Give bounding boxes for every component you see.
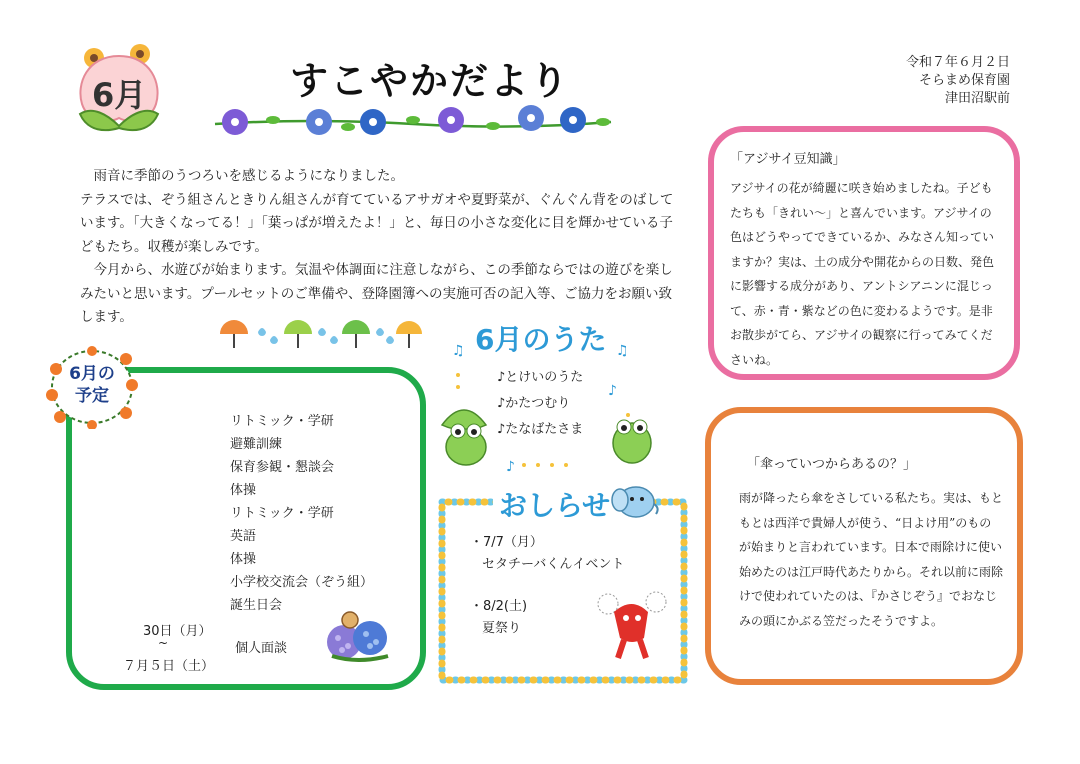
song-item: ♪たなばたさま xyxy=(497,422,584,437)
svg-text:♫: ♫ xyxy=(452,343,465,359)
umbrella-raindrop-row-icon xyxy=(218,318,423,356)
intro-paragraph-3: 今月から、水遊びが始まります。気温や体調面に注意しながら、この季節ならではの遊びを楽しみたいと思います。プールセットのご準備や、登降園簿への実施可否の記入等、ご協力をお願い致します。 xyxy=(80,262,673,325)
schedule-event: 体操 xyxy=(230,483,257,498)
school-name: そらまめ保育園 xyxy=(918,73,1010,88)
kasa-box xyxy=(705,407,1023,685)
ajisai-box xyxy=(708,126,1020,380)
schedule-event: 英語 xyxy=(230,529,257,544)
intro-text xyxy=(80,165,680,330)
frog-pair-icon xyxy=(440,395,660,479)
schedule-range-sep: ~ xyxy=(158,636,169,650)
elephant-mascot-icon xyxy=(610,482,660,524)
ajisai-title: 「アジサイ豆知識」 xyxy=(730,152,846,167)
notice-item-1-text: セタチーバくんイベント xyxy=(482,557,625,572)
song-item: ♪とけいのうた xyxy=(497,370,584,385)
kasa-title: 「傘っていつからあるの？」 xyxy=(747,457,917,472)
schedule-event: 小学校交流会（ぞう組） xyxy=(230,575,374,590)
notice-item-1-date: ・7/7（月） xyxy=(470,535,543,550)
notice-item-2-text: 夏祭り xyxy=(482,621,522,636)
schedule-event: 体操 xyxy=(230,552,257,567)
schedule-event: 保育参観・懇談会 xyxy=(230,460,335,475)
month-badge xyxy=(72,44,167,136)
intro-paragraph-2: テラスでは、ぞう組さんときりん組さんが育てているアサガオや夏野菜が、ぐんぐん背をのばしています。「大きくなってる！」「葉っぱが増えたよ！」と、毎日の小さな変化に目を輝かせている子どもたち。収穫が楽しみです。 xyxy=(80,191,674,255)
svg-text:♪: ♪ xyxy=(506,459,515,475)
issue-date: 令和７年６月２日 xyxy=(905,55,1010,70)
header-info xyxy=(906,54,1010,108)
svg-text:♫: ♫ xyxy=(616,343,629,359)
hydrangea-snail-icon xyxy=(318,610,396,666)
schedule-range-start: 30日（月） xyxy=(143,624,212,639)
schedule-event: 誕生日会 xyxy=(230,598,283,613)
notice-item-2-date: ・8/2(土) xyxy=(470,599,528,614)
song-item: ♪かたつむり xyxy=(497,396,571,411)
schedule-event: 避難訓練 xyxy=(230,437,283,452)
newsletter-title: すこやかだより xyxy=(290,59,571,103)
ajisai-body: アジサイの花が綺麗に咲き始めましたね。子どもたちも「きれい～」と喜んでいます。アジサイの色はどうやってできているか、みなさん知っていますか？実は、土の成分や開花からの日数、発色に影響する成分があり、アントシアニンに混じって、赤・青・紫などの色に変わるようです。是非お散歩がてら、アジサイの観察に行ってみてくださいね。 xyxy=(730,181,995,367)
schedule-range-event: 個人面談 xyxy=(235,641,288,656)
schedule-range-end: ７月５日（土） xyxy=(123,659,215,674)
svg-text:♪: ♪ xyxy=(608,383,617,399)
red-dog-mascot-icon xyxy=(596,590,668,666)
schedule-heading-text: 6月の予定 xyxy=(69,364,115,406)
notice-heading: おしらせ xyxy=(493,484,616,524)
intro-paragraph-1: 雨音に季節のうつろいを感じるようになりました。 xyxy=(93,168,404,184)
morning-glory-vine-icon xyxy=(213,100,613,148)
branch-name: 津田沼駅前 xyxy=(944,91,1010,106)
month-badge-label: 6月 xyxy=(92,76,147,114)
kasa-body: 雨が降ったら傘をさしている私たち。実は、もともとは西洋で貴婦人が使う、“日よけ用”のものが始まりと言われています。日本で雨除けに使い始めたのは江戸時代あたりから。それ以前に雨除けで使われていたのは、『かさじぞう』でおなじみの頭にかぶる笠だったそうですよ。 xyxy=(739,491,1004,628)
schedule-event: リトミック・学研 xyxy=(230,506,334,521)
schedule-event: リトミック・学研 xyxy=(230,414,334,429)
songs-heading-month: 6月 xyxy=(475,323,523,356)
songs-heading-rest: のうた xyxy=(522,323,607,356)
